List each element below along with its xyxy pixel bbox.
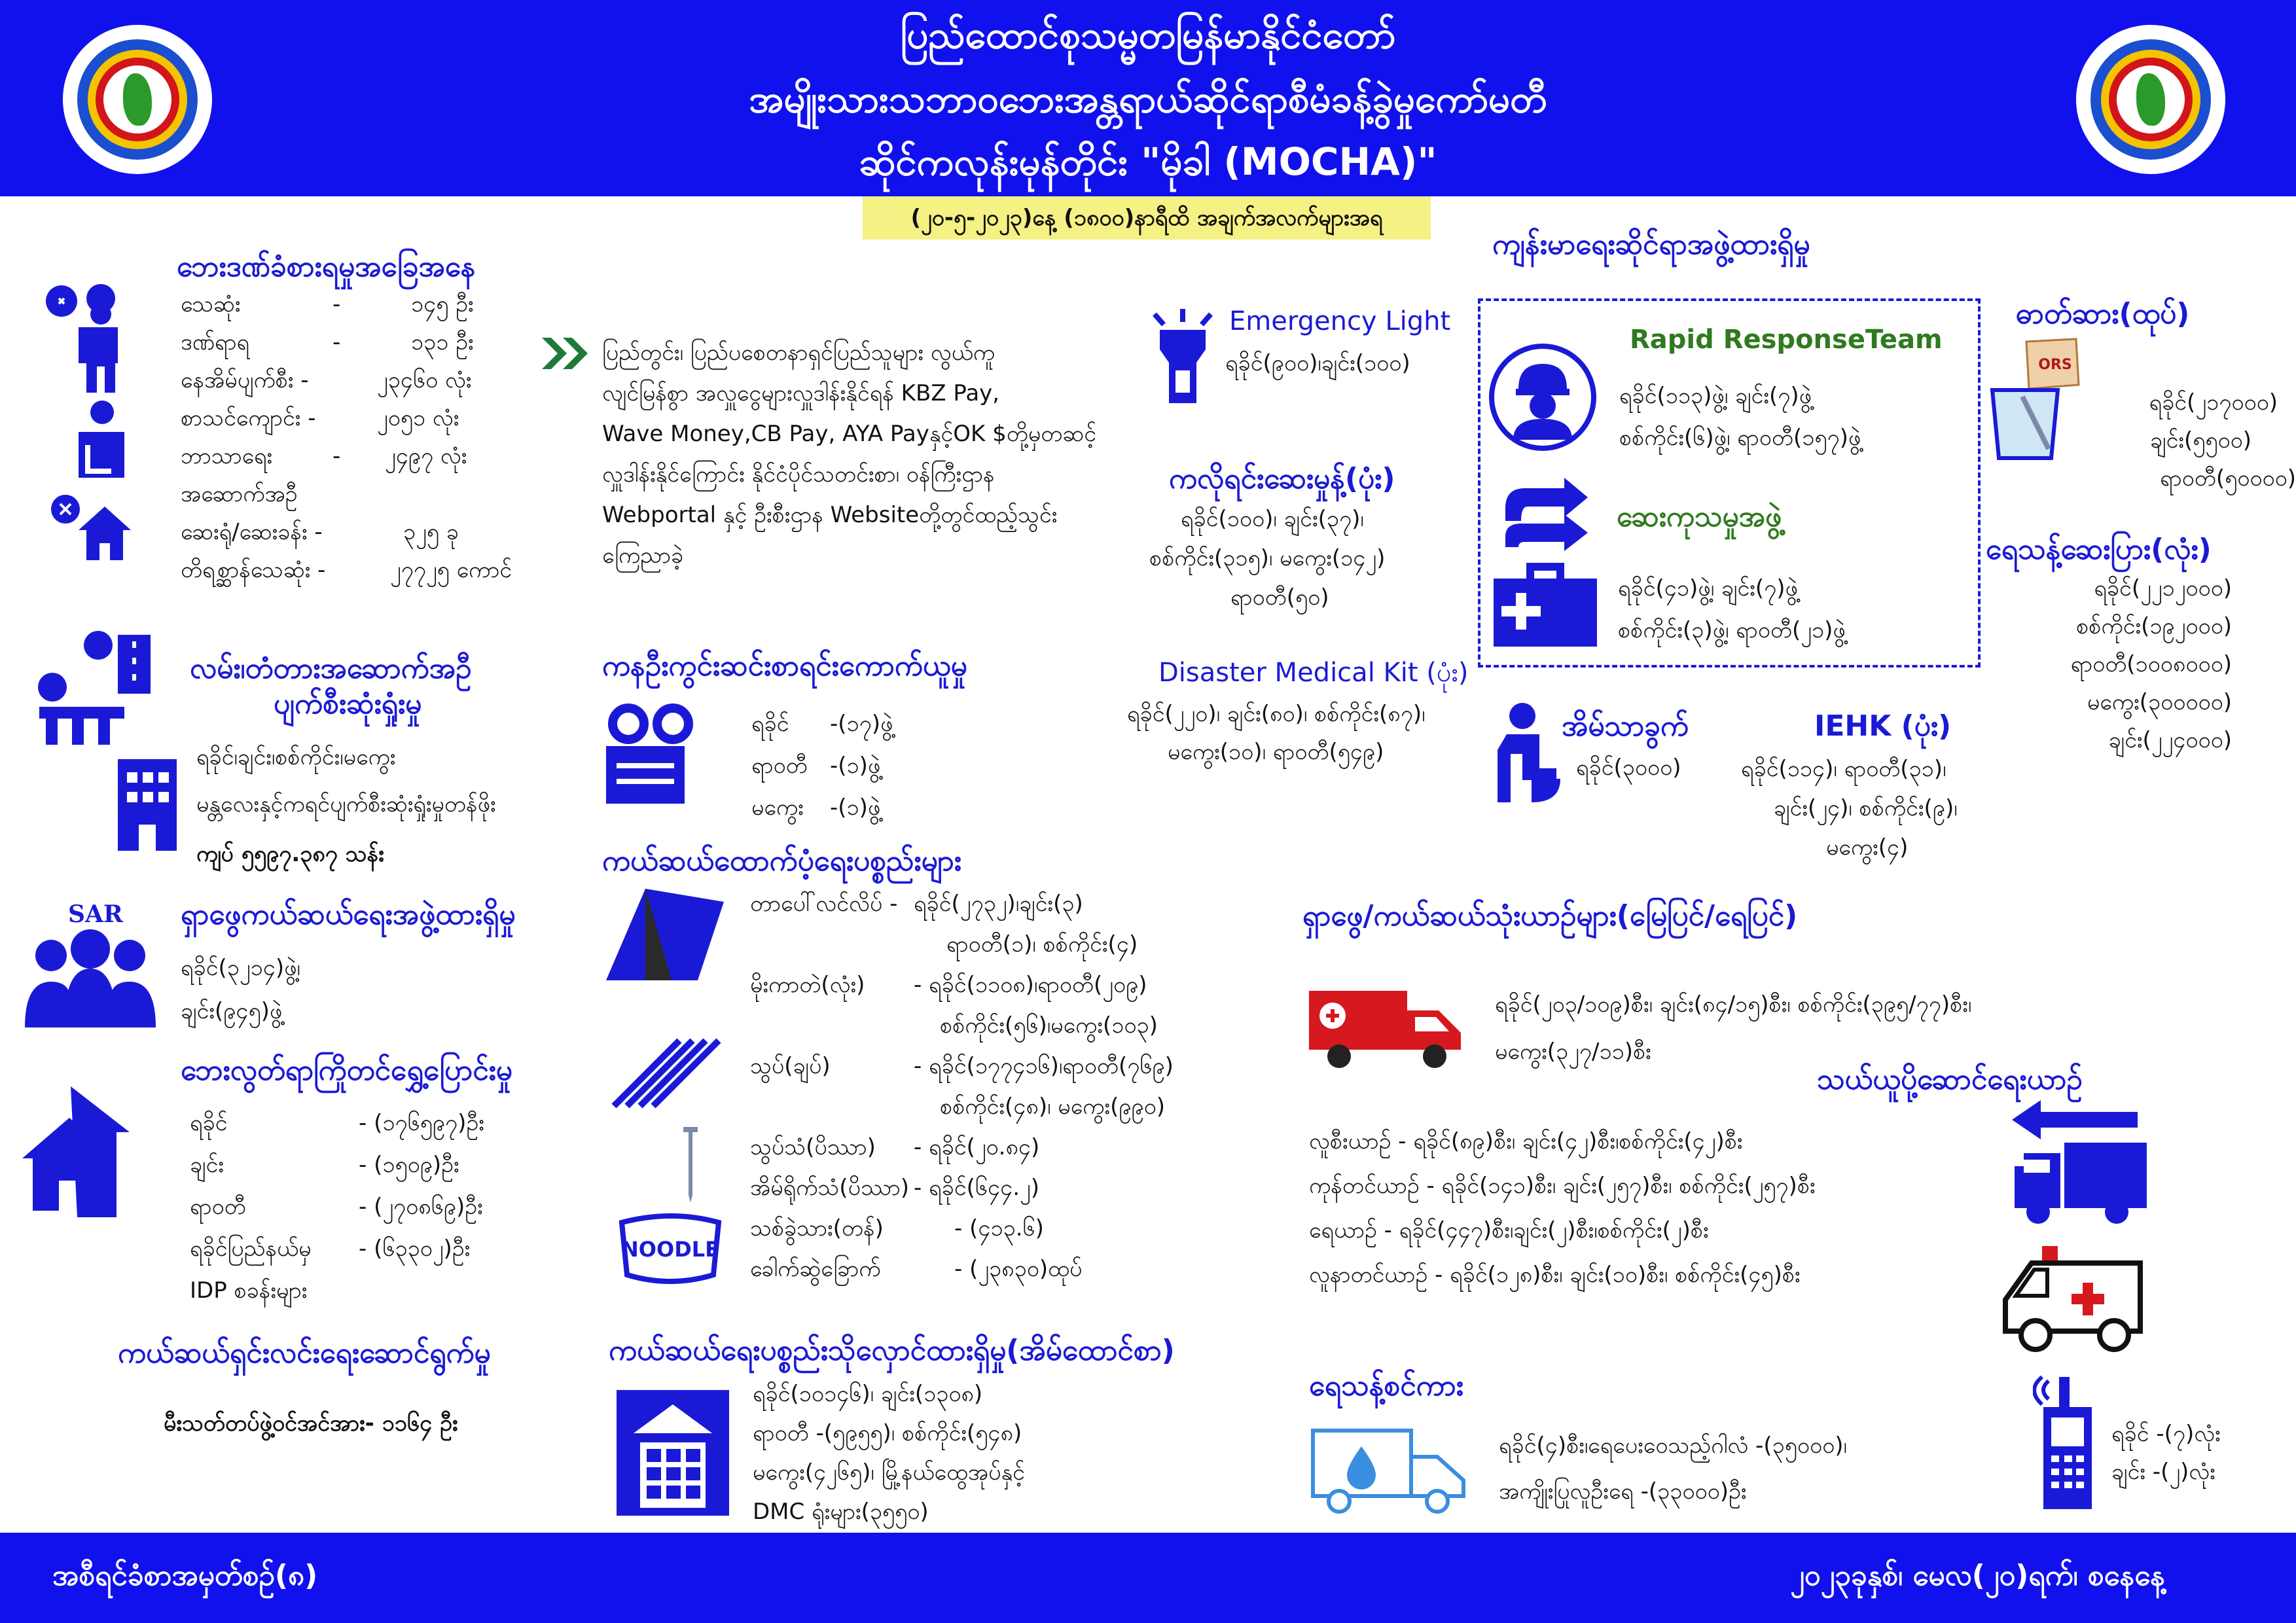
transport-row: ကုန်တင်ယာဉ် - ရခိုင်(၁၄၁)စီး၊ ချင်း(၂၅၇)စီး၊ စစ်ကိုင်း(၂၅၇)စီး: [1309, 1173, 1816, 1199]
relocation-value: - (၂၇၀၈၆၉)ဦး: [359, 1194, 483, 1220]
victims-value: ၂၀၅၁ လုံး: [377, 405, 459, 431]
victims-value: ၁၃၁ ဦး: [411, 329, 474, 355]
roads-title-2: ပျက်စီးဆုံးရှုံးမှု: [274, 687, 422, 721]
ors-icon-text: ORS: [2038, 357, 2072, 373]
purification-line: ရခိုင်(၂၂၁၂၀၀၀): [2094, 575, 2232, 601]
medical-kit-title: Disaster Medical Kit (ပုံး): [1158, 658, 1469, 688]
supplies-item: အိမ်ရိုက်သံ(ပိဿာ): [750, 1175, 910, 1201]
victims-label: ဒဏ်ရာရ: [181, 329, 250, 355]
sar-line-2: ချင်း(၉၄၅)ဖွဲ့: [181, 998, 283, 1024]
committee-region: ရခိုင်: [751, 711, 789, 737]
payment-info-line: လှူဒါန်းနိုင်ကြောင်း နိုင်ငံပိုင်သတင်းစာ၊ ဝန်ကြီးဌာန: [602, 461, 995, 488]
purification-lines: [2036, 569, 2232, 759]
ors-lines: [2101, 383, 2296, 497]
cargo-truck-icon: [2012, 1140, 2149, 1225]
storage-line: ရခိုင်(၁၀၁၄၆)၊ ချင်း(၁၃၀၈): [753, 1381, 983, 1407]
victims-label: ဆေးရုံ/ဆေးခန်း -: [181, 519, 323, 545]
committee-row: [751, 745, 893, 787]
committee-value: -(၁)ဖွဲ့: [830, 794, 881, 821]
purification-line: စစ်ကိုင်း(၁၉၂၀၀၀): [2076, 613, 2232, 639]
arrow-left-icon: [2009, 1097, 2140, 1143]
noodle-pack-icon: [618, 1209, 723, 1288]
ors-line: ရခိုင်(၂၁၇၀၀၀): [2149, 389, 2278, 416]
supplies-value: - (၂၃၈၃၀)ထုပ်: [954, 1256, 1083, 1282]
houses-relocation-icon: [18, 1080, 156, 1217]
victims-label: နေအိမ်ပျက်စီး -: [181, 367, 309, 393]
header-line-2: အမျိုးသားသဘာဝဘေးအန္တရာယ်ဆိုင်ရာစီမံခန့်ခွဲမှုကော်မတီ: [749, 77, 1547, 121]
storage-line: မကွေး(၄၂၆၅)၊ မြို့နယ်ထွေအုပ်နှင့်: [753, 1459, 1025, 1486]
phone-lines: [2111, 1415, 2221, 1491]
victims-value: ၂၄၉၇ လုံး: [385, 443, 467, 469]
double-chevron-right-icon: [539, 334, 592, 373]
purification-title: ရေသန့်ဆေးပြား(လုံး): [1986, 533, 2212, 566]
transport-title: သယ်ယူပို့ဆောင်ရေးယာဉ်: [1817, 1063, 2083, 1096]
payment-info: [602, 332, 1096, 576]
victims-label: အဆောက်အဦ: [181, 481, 298, 507]
relocation-row: [190, 1270, 484, 1311]
supplies-row: [750, 1168, 1174, 1208]
person-injured-icon: [39, 281, 118, 393]
roads-loss-value: ကျပ် ၅၅၉၇.၃၈၇ သန်း: [196, 841, 384, 867]
chlorine-line-1: ရခိုင်(၁၀၀)၊ ချင်း(၃၇)၊: [1181, 506, 1364, 532]
iehk-line-2: ချင်း(၂၄)၊ စစ်ကိုင်း(၉)၊: [1774, 795, 1958, 821]
iehk-line-3: မကွေး(၄): [1826, 834, 1909, 861]
tent-icon: [600, 882, 730, 993]
toilet-line: ရခိုင်(၃၀၀၀): [1576, 755, 1681, 781]
relocation-label: ရခိုင်ပြည်နယ်မှ: [190, 1236, 312, 1262]
sar-line-1: ရခိုင်(၃၂၁၄)ဖွဲ့၊: [181, 955, 300, 981]
report-number: အစီရင်ခံစာအမှတ်စဉ်(၈): [52, 1559, 318, 1592]
supplies-value: စစ်ကိုင်း(၄၈)၊ မကွေး(၉၉၀): [940, 1094, 1165, 1120]
supplies-row: [750, 965, 1174, 1005]
relocation-row: [190, 1102, 484, 1144]
header-banner: [0, 0, 2296, 196]
date-note: (၂၀-၅-၂၀၂၃)နေ့ (၁၈၀၀)နာရီထိ အချက်အလက်များအရ: [863, 196, 1431, 240]
medical-team-line-2: စစ်ကိုင်း(၃)ဖွဲ့၊ ရာဝတီ(၂၁)ဖွဲ့: [1618, 617, 1846, 643]
header-line-3: ဆိုင်ကလုန်းမုန်တိုင်း "မိုခါ (MOCHA)": [859, 139, 1437, 184]
committee-value: -(၁၇)ဖွဲ့: [830, 711, 893, 737]
victims-dash: -: [332, 443, 341, 469]
victims-label: သေဆုံး: [181, 291, 241, 317]
iehk-line-1: ရခိုင်(၁၁၄)၊ ရာဝတီ(၃၁)၊: [1741, 756, 1946, 782]
transport-row: ရေယာဉ် - ရခိုင်(၄၄၇)စီး၊ချင်း(၂)စီး၊စစ်ကိုင်း(၂)စီး: [1309, 1217, 1709, 1243]
chlorine-line-2: စစ်ကိုင်း(၃၁၅)၊ မကွေး(၁၄၂): [1149, 545, 1386, 571]
transfer-arrows-icon: [1492, 475, 1597, 554]
relocation-label: ရာဝတီ: [190, 1194, 246, 1220]
purification-line: ချင်း(၂၂၄၀၀၀): [2108, 727, 2232, 753]
supplies-value: ရခိုင်(၂၇၃၂)၊ချင်း(၃): [914, 891, 1083, 917]
vehicles-line-2: မကွေး(၃၂၇/၁၁)စီး: [1495, 1039, 1651, 1065]
supplies-row: [750, 1208, 1174, 1249]
medical-team-title: ဆေးကုသမှုအဖွဲ့: [1617, 500, 1782, 533]
report-date: ၂၀၂၃ခုနှစ်၊ မေလ(၂၀)ရက်၊ စနေနေ့: [1790, 1559, 2165, 1592]
supplies-value: ရာဝတီ(၁)၊ စစ်ကိုင်း(၄): [946, 931, 1138, 957]
victims-row: [181, 361, 512, 399]
house-destroyed-icon: [46, 491, 137, 563]
bridge-road-damaged-icon: [33, 628, 164, 759]
emergency-light-title: Emergency Light: [1229, 306, 1451, 336]
victims-value: ၂၃၄၆၀ လုံး: [377, 367, 472, 393]
victims-value: ၁၄၅ ဦး: [411, 291, 474, 317]
payment-info-line: လျင်မြန်စွာ အလှူငွေများလှူဒါန်းနိုင်ရန် KBZ Pay,: [602, 380, 1000, 406]
roads-line-1: ရခိုင်၊ချင်း၊စစ်ကိုင်း၊မကွေး: [196, 744, 396, 770]
injured-arm-sling-icon: [65, 399, 137, 478]
victims-label: ဘာသာရေး: [181, 443, 273, 469]
committee-table: [751, 703, 893, 829]
relocation-value: - (၆၃၃၀၂)ဦး: [359, 1236, 471, 1262]
victims-row: [181, 513, 512, 551]
water-truck-line-2: အကျိုးပြုလူဦးရေ -(၃၃၀၀၀)ဦး: [1499, 1478, 1747, 1505]
supplies-title: ကယ်ဆယ်ထောက်ပံ့ရေးပစ္စည်းများ: [602, 844, 961, 878]
people-group-icon: [18, 929, 162, 1034]
victims-value: ၂၇၇၂၅ ကောင်: [390, 557, 512, 583]
committee-row: [751, 787, 893, 829]
chlorine-line-3: ရာဝတီ(၅၀): [1230, 584, 1329, 611]
roofing-sheets-icon: [607, 1021, 725, 1113]
medical-kit-line-2: မကွေး(၁၀)၊ ရာဝတီ(၅၄၉): [1168, 739, 1384, 765]
supplies-item: [750, 1086, 940, 1127]
building-icon: [111, 753, 183, 851]
storage-line: DMC ရုံးများ(၃၅၅၀): [753, 1499, 929, 1525]
rrt-title: Rapid ResponseTeam: [1630, 325, 1943, 355]
relocation-table: [190, 1102, 484, 1311]
relocation-title: ဘေးလွတ်ရာကြိုတင်ရွှေ့ပြောင်းမှု: [181, 1054, 512, 1087]
vehicles-line-1: ရခိုင်(၂၀၃/၁၀၉)စီး၊ ချင်း(၈၄/၁၅)စီး၊ စစ်ကိုင်း(၃၉၅/၇၇)စီး၊: [1495, 991, 1972, 1018]
supplies-row: [750, 1127, 1174, 1168]
ors-line: ချင်း(၅၅၀၀): [2149, 427, 2251, 454]
relocation-row: [190, 1228, 484, 1270]
victims-table: [181, 285, 512, 589]
victims-row: [181, 285, 512, 323]
supplies-item: မိုးကာတဲ(လုံး): [750, 972, 865, 998]
supplies-value: - ရခိုင်(၂၀.၈၄): [914, 1134, 1040, 1160]
victims-dash: -: [332, 329, 341, 355]
rrt-line-2: စစ်ကိုင်း(၆)ဖွဲ့၊ ရာဝတီ(၁၅၇)ဖွဲ့: [1619, 425, 1861, 451]
supplies-value: - ရခိုင်(၆၄၄.၂): [914, 1175, 1039, 1201]
water-truck-line-1: ရခိုင်(၄)စီး၊ရေပေးဝေသည့်ဂါလံ -(၃၅၀၀၀)၊: [1499, 1433, 1847, 1459]
nail-icon: [681, 1126, 700, 1204]
transport-table: [1309, 1119, 1816, 1297]
iehk-title: IEHK (ပုံး): [1814, 709, 1952, 743]
phone-line: ချင်း -(၂)လုံး: [2111, 1459, 2215, 1485]
rescue-team-title: ကယ်ဆယ်ရှင်းလင်းရေးဆောင်ရွက်မှု: [118, 1336, 491, 1370]
supplies-item: ခေါက်ဆွဲခြောက်: [750, 1256, 881, 1282]
supplies-value: - (၄၁၃.၆): [954, 1215, 1044, 1241]
relocation-label: IDP စခန်းများ: [190, 1277, 308, 1304]
storage-line: ရာဝတီ -(၅၉၅၅)၊ စစ်ကိုင်း(၅၄၈): [753, 1420, 1022, 1446]
payment-info-line: ကြေညာခဲ့: [602, 543, 684, 569]
relocation-value: - (၁၇၆၅၉၇)ဦး: [359, 1110, 484, 1136]
roads-line-2: မန္တလေးနှင့်ကရင်ပျက်စီးဆုံးရှုံးမှုတန်ဖိုး: [196, 791, 496, 817]
toilet-icon: [1491, 702, 1563, 806]
transport-row: လူနာတင်ယာဉ် - ရခိုင်(၁၂၈)စီး၊ ချင်း(၁၀)စီး၊ စစ်ကိုင်း(၄၅)စီး: [1309, 1262, 1801, 1288]
victims-row: [181, 551, 512, 589]
storage-title: ကယ်ဆယ်ရေးပစ္စည်းသိုလှောင်ထားရှိမှု(အိမ်ထောင်စာ): [609, 1334, 1175, 1367]
medical-team-line-1: ရခိုင်(၄၁)ဖွဲ့၊ ချင်း(၇)ဖွဲ့: [1618, 575, 1798, 601]
supplies-value: စစ်ကိုင်း(၅၆)၊မကွေး(၁၀၃): [940, 1012, 1158, 1039]
relocation-row: [190, 1144, 484, 1186]
chlorine-title: ကလိုရင်းဆေးမှုန့်(ပုံး): [1169, 462, 1395, 495]
water-truck-title: ရေသန့်စင်ကား: [1309, 1369, 1463, 1402]
supplies-row: [750, 883, 1174, 924]
supplies-item: သွပ်(ချပ်): [750, 1053, 831, 1079]
supplies-item: တာပေါ်လင်လိပ် -: [750, 891, 898, 917]
relocation-label: ရခိုင်: [190, 1110, 228, 1136]
purification-line: ရာဝတီ(၁၀၀၈၀၀၀): [2070, 651, 2232, 677]
supplies-value: - ရခိုင်(၁၁၀၈)၊ရာဝတီ(၂၀၉): [914, 972, 1147, 998]
transport-row: လူစီးယာဉ် - ရခိုင်(၈၉)စီး၊ ချင်း(၄၂)စီး၊စစ်ကိုင်း(၄၂)စီး: [1309, 1128, 1743, 1154]
victims-title: ဘေးဒဏ်ခံစားရမှုအခြေအနေ: [177, 250, 476, 283]
ambulance-icon: [2003, 1243, 2147, 1355]
supplies-row: [750, 1086, 1174, 1127]
roads-title-1: လမ်း၊တံတားအဆောက်အဦ: [190, 652, 472, 685]
supplies-item: [750, 1005, 940, 1046]
medical-kit-icon: [1490, 556, 1601, 648]
survey-team-icon: [600, 700, 704, 805]
header-line-1: ပြည်ထောင်စုသမ္မတမြန်မာနိုင်ငံတော်: [900, 12, 1396, 57]
sar-label: SAR: [68, 901, 123, 928]
supplies-item: သွပ်သံ(ပိဿာ): [750, 1134, 876, 1160]
victims-row: [181, 475, 512, 513]
footer-bar: [0, 1533, 2296, 1623]
committee-region: မကွေး: [751, 794, 804, 821]
satellite-phone-icon: [2033, 1374, 2105, 1512]
committee-region: ရာဝတီ: [751, 753, 808, 779]
relocation-row: [190, 1186, 484, 1228]
supplies-table: [750, 883, 1174, 1289]
purification-line: မကွေး(၃၀၀၀၀၀): [2087, 689, 2232, 715]
supplies-row: [750, 1249, 1174, 1289]
rescue-team-line: မီးသတ်တပ်ဖွဲ့ဝင်အင်အား- ၁၁၆၄ ဦး: [164, 1410, 458, 1436]
relocation-value: - (၁၅၀၉)ဦး: [359, 1152, 459, 1178]
water-purification-truck-icon: [1306, 1424, 1470, 1516]
victims-row: [181, 323, 512, 361]
relocation-label: ချင်း: [190, 1152, 224, 1178]
health-teams-title: ကျန်းမာရေးဆိုင်ရာအဖွဲ့ထားရှိမှု: [1492, 228, 1810, 261]
ors-packet-glass-icon: [1983, 338, 2081, 462]
payment-info-line: Webportal နှင့် ဦးစီးဌာန Websiteတို့တွင်ထည့်သွင်း: [602, 502, 1058, 528]
victims-value: ၃၂၅ ခု: [403, 519, 459, 545]
payment-info-line: Wave Money,CB Pay, AYA Payနှင့်OK $တို့မှတဆင့်: [602, 421, 1097, 447]
flashlight-icon: [1147, 308, 1219, 406]
emergency-light-line: ရခိုင်(၉၀၀)၊ချင်း(၁၀၀): [1225, 350, 1410, 376]
fire-truck-icon: [1306, 984, 1463, 1069]
phone-line: ရခိုင် -(၇)လုံး: [2111, 1421, 2221, 1447]
vehicles-title: ရှာဖွေ/ကယ်ဆယ်သုံးယာဉ်များ(မြေပြင်/ရေပြင်): [1302, 899, 1798, 933]
committee-title: ကနဦးကွင်းဆင်းစာရင်းကောက်ယူမှု: [602, 649, 967, 683]
toilet-title: အိမ်သာခွက်: [1562, 709, 1689, 743]
medical-kit-line-1: ရခိုင်(၂၂၀)၊ ချင်း(၈၀)၊ စစ်ကိုင်း(၈၇)၊: [1127, 701, 1426, 727]
supplies-item: [750, 924, 946, 965]
payment-info-line: ပြည်တွင်း၊ ပြည်ပစေတနာရှင်ပြည်သူများ လွယ်ကူ: [602, 340, 995, 366]
victims-label: စာသင်ကျောင်း -: [181, 405, 316, 431]
victims-label: တိရစ္ဆာန်သေဆုံး -: [181, 557, 326, 583]
supplies-row: [750, 924, 1174, 965]
rrt-line-1: ရခိုင်(၁၁၃)ဖွဲ့၊ ချင်း(၇)ဖွဲ့: [1619, 383, 1812, 409]
supplies-item: သစ်ခွဲသား(တန်): [750, 1215, 884, 1241]
sar-title: ရှာဖွေကယ်ဆယ်ရေးအဖွဲ့ထားရှိမှု: [181, 898, 516, 931]
warehouse-icon: [614, 1387, 732, 1518]
victims-row: [181, 437, 512, 475]
svg-text:NOODLE: NOODLE: [621, 1237, 719, 1262]
victims-dash: -: [332, 291, 341, 317]
storage-lines: [753, 1374, 1025, 1531]
supplies-value: - ရခိုင်(၁၇၇၄၁၆)၊ရာဝတီ(၇၆၉): [914, 1053, 1174, 1079]
committee-row: [751, 703, 893, 745]
rescue-worker-icon: [1487, 342, 1598, 453]
supplies-row: [750, 1046, 1174, 1086]
supplies-row: [750, 1005, 1174, 1046]
committee-value: -(၁)ဖွဲ့: [830, 753, 881, 779]
ors-title: ဓာတ်ဆား(ထုပ်): [2016, 297, 2190, 330]
victims-row: [181, 399, 512, 437]
ors-line: ရာဝတီ(၅၀၀၀၀): [2160, 465, 2296, 491]
